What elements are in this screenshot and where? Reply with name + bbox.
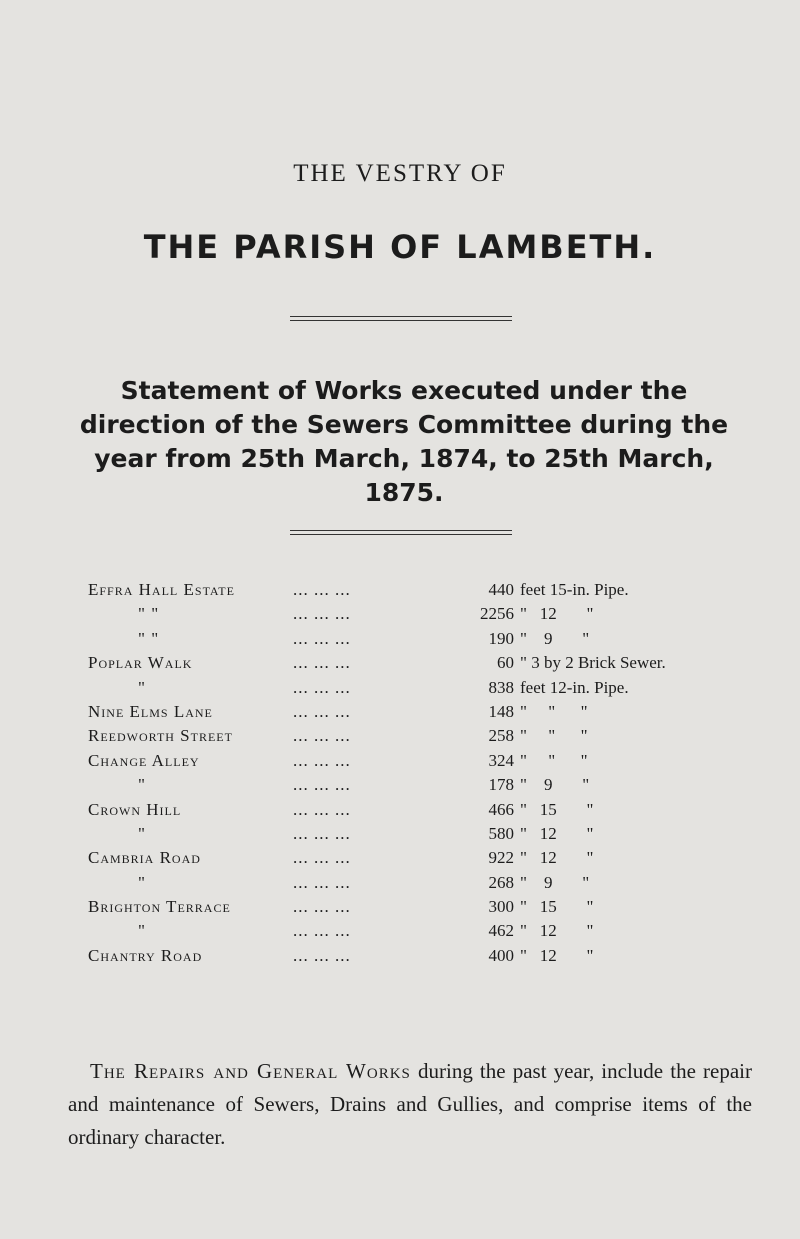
pipe-spec: " 12 " (520, 921, 594, 941)
length-value: 258 (488, 726, 514, 746)
place-name: Chantry Road (88, 945, 203, 965)
leader-dots: ... ... ... (293, 872, 351, 892)
pipe-spec: " 15 " (520, 897, 594, 917)
works-row (88, 897, 748, 921)
leader-dots: ... ... ... (293, 580, 351, 599)
leader-dots: ... ... ... (293, 604, 351, 624)
length-value: 190 (488, 628, 514, 648)
leader-dots: ... ... ... (293, 750, 351, 770)
length-value: 178 (488, 775, 514, 795)
pipe-spec: " 9 " (520, 775, 590, 795)
works-row (88, 800, 748, 824)
leader-dots: ... ... ... (293, 677, 351, 697)
vestry-heading: THE VESTRY OF (293, 160, 507, 187)
pipe-spec: " 12 " (520, 823, 594, 843)
works-row (88, 873, 748, 897)
pipe-spec: feet 12-in. Pipe. (520, 677, 629, 697)
footnote-lead: The Repairs and General Works (90, 1059, 411, 1083)
footnote-text: during the past year, include the repair and maintenance of Sewers, Drains and Gullies, and comprise items of the ordinary character. (68, 1059, 752, 1149)
length-value: 580 (488, 823, 514, 843)
pipe-spec: " 9 " (520, 872, 590, 892)
works-row (88, 848, 748, 872)
pipe-spec: " 15 " (520, 799, 594, 819)
place-name: Effra Hall Estate (88, 580, 235, 599)
pipe-spec: " 12 " (520, 848, 594, 868)
leader-dots: ... ... ... (293, 921, 351, 941)
length-value: 838 (488, 677, 514, 697)
parish-title: THE PARISH OF LAMBETH. (143, 228, 657, 266)
place-name: " " (138, 628, 160, 648)
works-list (88, 580, 748, 970)
works-row (88, 629, 748, 653)
works-row (88, 678, 748, 702)
pipe-spec: " 12 " (520, 604, 594, 624)
leader-dots: ... ... ... (293, 897, 351, 917)
length-value: 922 (488, 848, 514, 868)
leader-dots: ... ... ... (293, 945, 351, 965)
length-value: 2256 (480, 604, 514, 624)
works-row (88, 702, 748, 726)
works-row (88, 604, 748, 628)
pipe-spec: " " " (520, 726, 588, 746)
leader-dots: ... ... ... (293, 775, 351, 795)
place-name: Crown Hill (88, 799, 182, 819)
works-row (88, 824, 748, 848)
length-value: 440 (488, 580, 514, 599)
works-row (88, 751, 748, 775)
works-row (88, 921, 748, 945)
leader-dots: ... ... ... (293, 726, 351, 746)
pipe-spec: " 12 " (520, 945, 594, 965)
leader-dots: ... ... ... (293, 653, 351, 673)
divider-rule (290, 530, 512, 535)
statement-heading: Statement of Works executed under the direction of the Sewers Committee during the year from 25th March, 1874, to 25th March, 1875. (79, 376, 729, 507)
works-row (88, 775, 748, 799)
footnote-paragraph (68, 1055, 752, 1154)
place-name: Change Alley (88, 750, 200, 770)
place-name: " (138, 921, 146, 941)
place-name: Nine Elms Lane (88, 701, 213, 721)
place-name: Brighton Terrace (88, 897, 231, 917)
place-name: " (138, 823, 146, 843)
place-name: " " (138, 604, 160, 624)
leader-dots: ... ... ... (293, 848, 351, 868)
pipe-spec: " " " (520, 701, 588, 721)
length-value: 400 (488, 945, 514, 965)
works-row (88, 946, 748, 970)
pipe-spec: feet 15-in. Pipe. (520, 580, 629, 599)
place-name: " (138, 775, 146, 795)
place-name: Poplar Walk (88, 653, 193, 673)
pipe-spec: " 3 by 2 Brick Sewer. (520, 653, 666, 673)
place-name: Cambria Road (88, 848, 201, 868)
place-name: Reedworth Street (88, 726, 233, 746)
leader-dots: ... ... ... (293, 701, 351, 721)
works-row (88, 580, 748, 604)
place-name: " (138, 677, 146, 697)
leader-dots: ... ... ... (293, 799, 351, 819)
length-value: 268 (488, 872, 514, 892)
leader-dots: ... ... ... (293, 823, 351, 843)
length-value: 60 (497, 653, 514, 673)
divider-rule (290, 316, 512, 321)
works-row (88, 653, 748, 677)
pipe-spec: " 9 " (520, 628, 590, 648)
leader-dots: ... ... ... (293, 628, 351, 648)
length-value: 148 (488, 701, 514, 721)
length-value: 300 (488, 897, 514, 917)
length-value: 466 (488, 799, 514, 819)
works-row (88, 726, 748, 750)
pipe-spec: " " " (520, 750, 588, 770)
length-value: 324 (488, 750, 514, 770)
length-value: 462 (488, 921, 514, 941)
place-name: " (138, 872, 146, 892)
